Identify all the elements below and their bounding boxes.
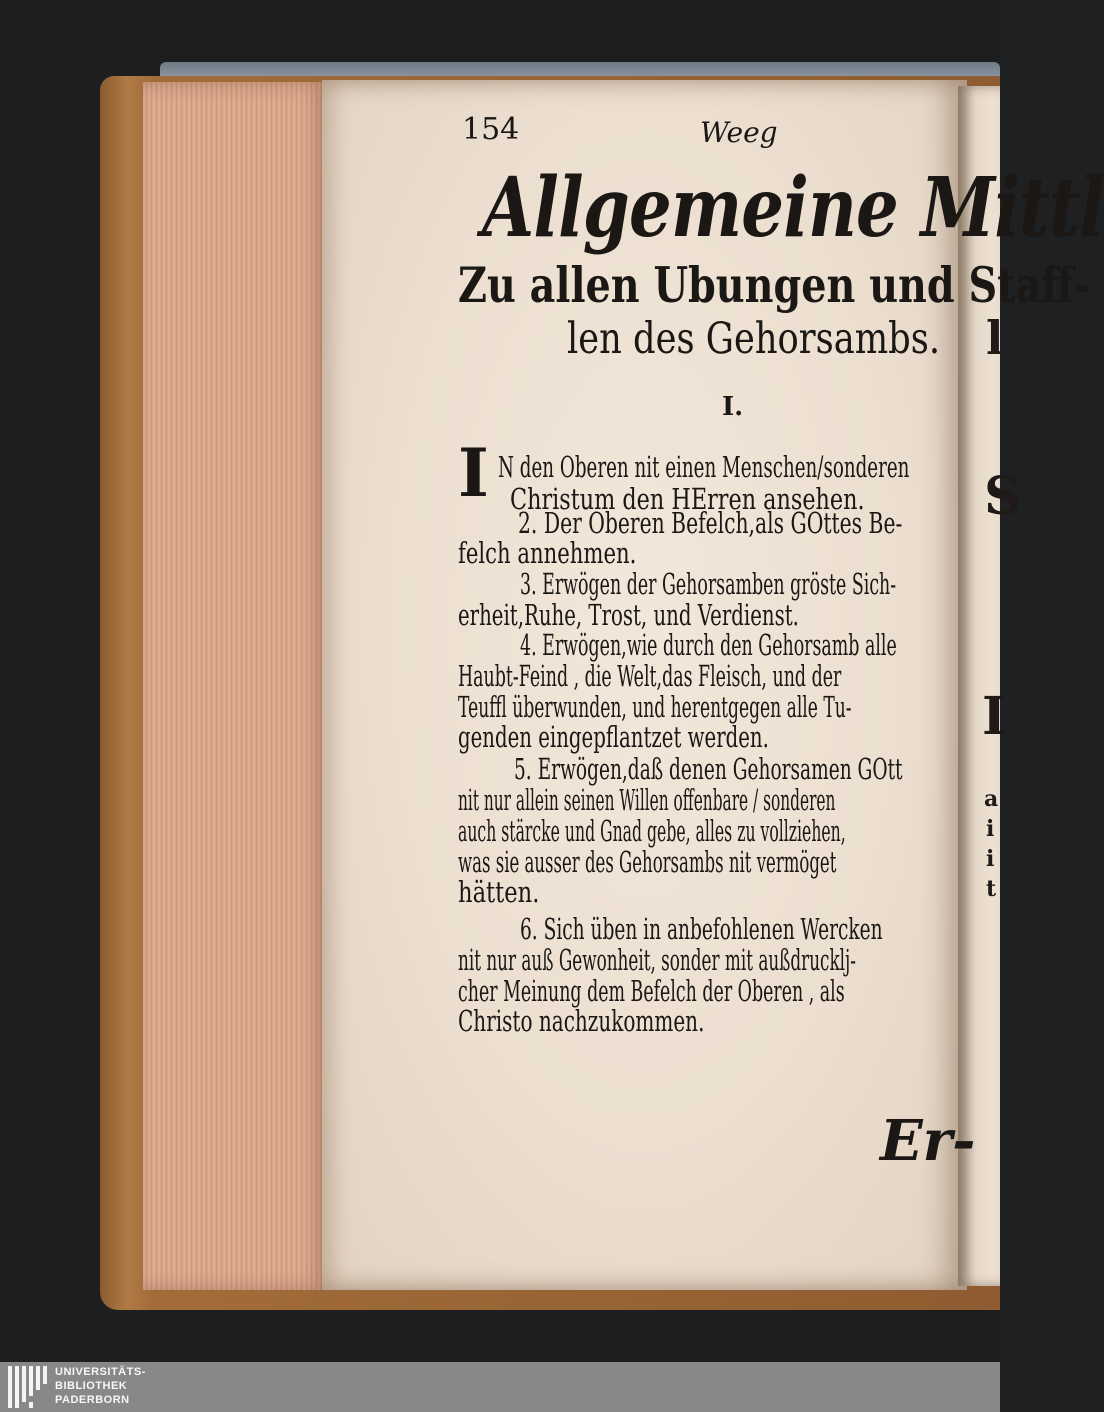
section-numeral: I.: [722, 392, 744, 422]
drop-cap: I: [458, 434, 489, 512]
facing-fragment: i: [986, 816, 995, 842]
facing-fragment: a: [984, 786, 999, 812]
facing-fragment: S: [984, 466, 1022, 527]
text-line: nit nur auß Gewonheit, sonder mit außdrucklj-: [458, 943, 856, 977]
text-line: Christo nachzukommen.: [458, 1004, 705, 1038]
facing-fragment: l: [986, 311, 1004, 365]
text-line: hätten.: [458, 875, 540, 909]
text-line: Haubt-Feind , die Welt,das Fleisch, und der: [458, 659, 842, 693]
running-head: Weeg: [700, 116, 778, 149]
chapter-title-line-1: Allgemeine Mittl: [482, 160, 1104, 256]
page-number: 154: [462, 112, 520, 147]
text-line: erheit,Ruhe, Trost, und Verdienst.: [458, 598, 799, 632]
text-line: 5. Erwögen,daß denen Gehorsamen GOtt: [514, 752, 903, 786]
text-line: 3. Erwögen der Gehorsamben gröste Sich-: [520, 567, 897, 601]
page-block-edge: [140, 82, 328, 1290]
library-name-line-3: PADERBORN: [55, 1394, 130, 1406]
text-line: cher Meinung dem Befelch der Oberen , als: [458, 974, 845, 1008]
text-line: auch stärcke und Gnad gebe, alles zu vollziehen,: [458, 814, 846, 848]
library-footer-bar: [0, 1362, 1000, 1412]
chapter-title-line-3: len des Gehorsambs.: [567, 314, 941, 364]
text-line: felch annehmen.: [458, 536, 637, 570]
text-line: 2. Der Oberen Befelch,als GOttes Be-: [518, 506, 903, 540]
text-line: Christum den HErren ansehen.: [510, 482, 865, 516]
text-line: 6. Sich üben in anbefohlenen Wercken: [520, 912, 883, 946]
catchword: Er-: [880, 1108, 976, 1174]
facing-fragment: t: [986, 876, 997, 902]
text-line: Teuffl überwunden, und herentgegen alle Tu-: [458, 690, 852, 724]
chapter-title-line-2: Zu allen Ubungen und Staff-: [458, 256, 1091, 314]
text-line: nit nur allein seinen Willen offenbare / sonderen: [458, 783, 836, 817]
text-line: 4. Erwögen,wie durch den Gehorsamb alle: [520, 628, 897, 662]
library-name-line-1: UNIVERSITÄTS-: [55, 1366, 146, 1378]
library-logo-icon: [8, 1366, 48, 1408]
text-line: was sie ausser des Gehorsambs nit vermöget: [458, 845, 837, 879]
facing-fragment: I: [982, 686, 1007, 747]
library-name-line-2: BIBLIOTHEK: [55, 1380, 128, 1392]
text-line: N den Oberen nit einen Menschen/sonderen: [498, 450, 910, 484]
text-line: genden eingepflantzet werden.: [458, 720, 769, 754]
facing-fragment: i: [986, 846, 995, 872]
